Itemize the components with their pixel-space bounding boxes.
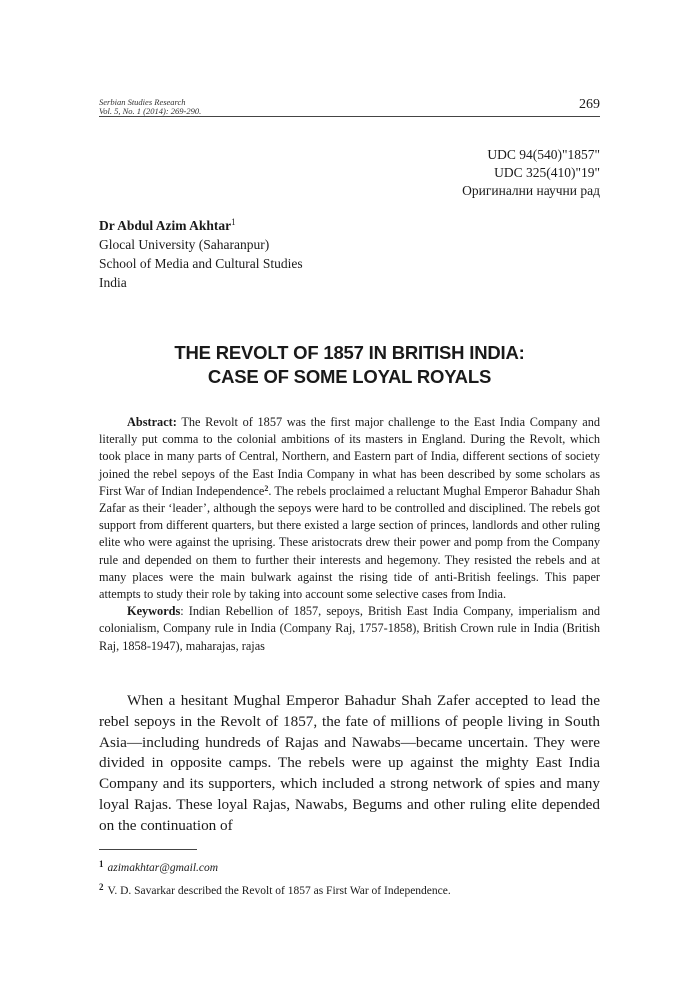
abstract-paragraph — [99, 414, 600, 603]
page-number: 269 — [579, 97, 600, 112]
abstract-text-2: . The rebels proclaimed a reluctant Mughal Emperor Bahadur Shah Zafar as their ‘leader’, although the sepoys were hard to be controlled and disciplined. The rebels got support from different quarters, but there existed a large section of princes, landlords and other ruling elite who were against the uprising. These aristocrats drew their power and pomp from the Company rule and depended on them to further their interests and hegemony. They resisted the rebels and at many places were the main bulwark against the rising tide of anti-British feelings. This paper attempts to study their role by taking into account some selective cases from India. — [99, 483, 600, 602]
paper-title — [99, 341, 600, 389]
author-country: India — [99, 275, 127, 290]
body-text — [99, 691, 600, 837]
title-line-2: CASE OF SOME LOYAL ROYALS — [207, 366, 492, 387]
footnote-1 — [99, 857, 218, 875]
udc-code-1: UDC 94(540)"1857" — [487, 147, 600, 162]
keywords-paragraph — [99, 603, 600, 655]
header-rule — [99, 116, 600, 117]
body-paragraph: When a hesitant Mughal Emperor Bahadur Shah Zafer accepted to lead the rebel sepoys in the Revolt of 1857, the fate of millions of people living in South Asia—including hundreds of Rajas and Nawabs—became uncertain. They were divided in opposite camps. The rebels were up against the mighty East India Company and its supporters, which included a strong network of spies and many loyal Rajas. These loyal Rajas, Nawabs, Begums and other ruling elite depended on the continuation of — [99, 692, 600, 834]
abstract-text-1: The Revolt of 1857 was the first major challenge to the East India Company and literally put comma to the colonial ambitions of its masters in England. During the Revolt, which took place in many parts of Central, Northern, and Eastern part of India, different sections of society joined the rebel sepoys of the East India Company in what has been described by some scholars as First War of Indian Independence — [99, 415, 600, 498]
title-line-1: THE REVOLT OF 1857 IN BRITISH INDIA: — [174, 342, 525, 363]
journal-name: Serbian Studies Research — [99, 97, 186, 107]
abstract-section — [99, 414, 600, 655]
author-affiliation-university: Glocal University (Saharanpur) — [99, 237, 270, 252]
footnote-mark: 2 — [99, 882, 104, 892]
footnote-2 — [99, 880, 451, 898]
author-name: Dr Abdul Azim Akhtar — [99, 218, 232, 233]
journal-issue: Vol. 5, No. 1 (2014): 269-290. — [99, 106, 202, 116]
footnote-mark: 1 — [99, 859, 104, 869]
journal-citation — [99, 98, 201, 116]
keywords-label: Keywords — [127, 604, 181, 619]
author-footnote-ref: 1 — [231, 217, 236, 227]
abstract-label: Abstract: — [127, 415, 177, 429]
keywords-text: : Indian Rebellion of 1857, sepoys, British East India Company, imperialism and colonialism, Company rule in India (Company Raj, 1757-1858), British Crown rule in India (British Raj, 1858-1947), maharajas, rajas — [99, 604, 600, 653]
author-affiliation-school: School of Media and Cultural Studies — [99, 256, 303, 271]
footnote-rule — [99, 849, 197, 850]
author-block — [99, 216, 303, 292]
abstract-footnote-ref: 2 — [264, 483, 269, 493]
classification-block — [462, 146, 600, 200]
footnote-text: azimakhtar@gmail.com — [107, 862, 219, 874]
udc-code-2: UDC 325(410)"19" — [494, 165, 600, 180]
footnote-text: V. D. Savarkar described the Revolt of 1857 as First War of Independence. — [107, 885, 451, 897]
paper-type: Оригинални научни рад — [462, 183, 600, 198]
